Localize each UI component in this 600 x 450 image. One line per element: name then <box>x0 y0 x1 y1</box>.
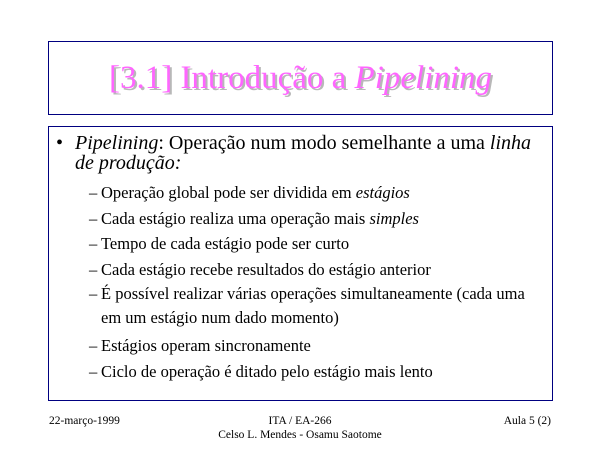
footer-authors: Celso L. Mendes - Osamu Saotome <box>218 429 382 441</box>
sub-bullet-list <box>89 180 549 384</box>
list-item <box>89 257 549 283</box>
list-item-emphasis: estágios <box>355 183 410 202</box>
main-bullet-term: Pipelining <box>75 132 159 154</box>
footer-center <box>200 414 400 442</box>
slide-title <box>109 60 492 97</box>
footer-course: ITA / EA-266 <box>268 415 332 427</box>
list-item <box>89 333 549 359</box>
list-item-emphasis: simples <box>369 208 419 228</box>
list-item-text: Operação global pode ser dividida em <box>101 183 356 202</box>
content-box <box>48 126 553 401</box>
list-item <box>89 231 549 257</box>
list-item-text: Cada estágio realiza uma operação mais <box>101 208 370 228</box>
list-item-text: É possível realizar várias operações simultaneamente (cada uma em um estágio num dado momento) <box>101 284 525 327</box>
list-item <box>89 180 549 206</box>
list-item-text: Ciclo de operação é ditado pelo estágio mais lento <box>101 361 433 381</box>
main-bullet-emphasis: linha de produção: <box>75 132 532 174</box>
dash-icon: – <box>89 183 98 202</box>
slide-title-prefix: [3.1] Introdução a <box>108 59 355 96</box>
dash-icon: – <box>89 361 98 381</box>
list-item <box>89 282 549 333</box>
sub-text <box>101 183 410 202</box>
dash-icon: – <box>89 284 98 303</box>
slide-title-emphasis: Pipelining <box>354 59 493 96</box>
main-bullet-body: : Operação num modo semelhante a uma <box>158 132 490 154</box>
dash-icon: – <box>89 208 98 228</box>
main-bullet-text <box>75 133 545 173</box>
sub-text <box>101 209 419 228</box>
dash-icon: – <box>89 336 98 355</box>
list-item <box>89 206 549 232</box>
title-box <box>48 41 553 115</box>
footer-page-number: Aula 5 (2) <box>503 415 551 427</box>
list-item-text: Tempo de cada estágio pode ser curto <box>101 234 350 253</box>
list-item-text: Cada estágio recebe resultados do estágio anterior <box>101 259 431 279</box>
dash-icon: – <box>89 259 98 279</box>
bullet-dot-icon: • <box>56 132 64 154</box>
footer-date: 22-março-1999 <box>49 415 120 427</box>
dash-icon: – <box>89 234 98 253</box>
list-item <box>89 359 549 385</box>
list-item-text: Estágios operam sincronamente <box>101 336 311 355</box>
